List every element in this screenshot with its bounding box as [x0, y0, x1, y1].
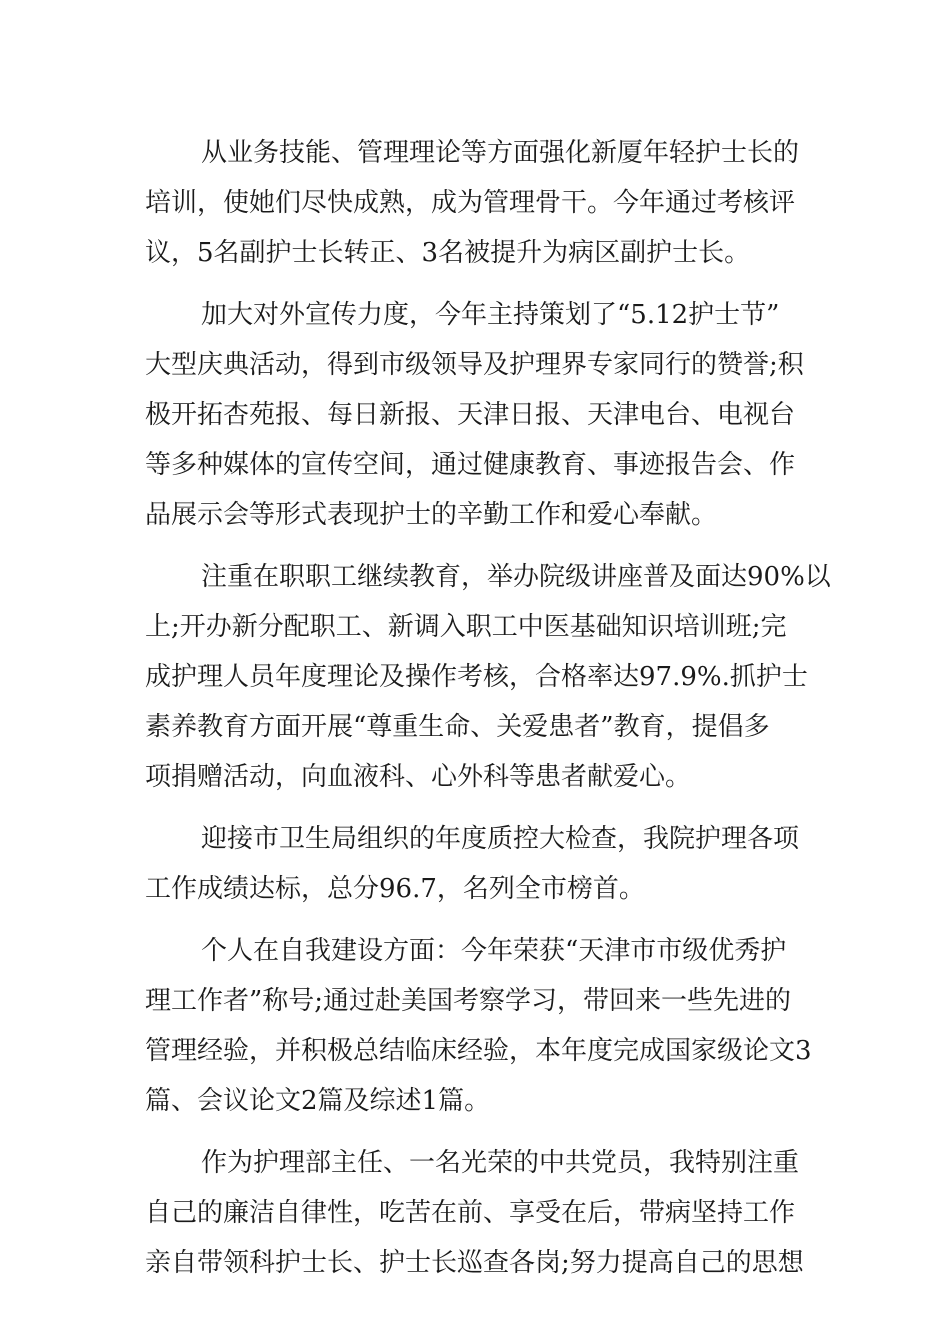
- paragraph-quality-inspection: [145, 814, 807, 914]
- text-line: 工作成绩达标，总分96.7，名列全市榜首。: [145, 874, 645, 904]
- text-line: 等多种媒体的宣传空间，通过健康教育、事迹报告会、作: [145, 450, 796, 480]
- text-line: 成护理人员年度理论及操作考核，合格率达97.9%.抓护士: [145, 662, 808, 692]
- text-line: 培训，使她们尽快成熟，成为管理骨干。今年通过考核评: [145, 188, 796, 218]
- text-line: 议，5名副护士长转正、3名被提升为病区副护士长。: [145, 238, 751, 268]
- text-line: 大型庆典活动，得到市级领导及护理界专家同行的赞誉;积: [145, 350, 804, 380]
- paragraph-head-nurse-training: [145, 128, 807, 278]
- text-line: 注重在职职工继续教育，举办院级讲座普及面达90%以: [201, 562, 831, 592]
- text-line: 理工作者”称号;通过赴美国考察学习，带回来一些先进的: [145, 986, 792, 1016]
- text-line: 亲自带领科护士长、护士长巡查各岗;努力提高自己的思想: [145, 1248, 804, 1278]
- paragraph-party-member: [145, 1138, 807, 1288]
- paragraph-publicity: [145, 290, 807, 540]
- text-line: 加大对外宣传力度，今年主持策划了“5.12护士节”: [201, 300, 780, 330]
- text-line: 项捐赠活动，向血液科、心外科等患者献爱心。: [145, 762, 692, 792]
- text-line: 上;开办新分配职工、新调入职工中医基础知识培训班;完: [145, 612, 787, 642]
- text-line: 管理经验，并积极总结临床经验，本年度完成国家级论文3: [145, 1036, 812, 1066]
- text-line: 极开拓杏苑报、每日新报、天津日报、天津电台、电视台: [145, 400, 796, 430]
- text-line: 个人在自我建设方面：今年荣获“天津市市级优秀护: [201, 936, 787, 966]
- document-body: [145, 128, 831, 1288]
- paragraph-personal-development: [145, 926, 812, 1126]
- text-line: 从业务技能、管理理论等方面强化新厦年轻护士长的: [201, 138, 800, 168]
- text-line: 作为护理部主任、一名光荣的中共党员，我特别注重: [201, 1148, 800, 1178]
- text-line: 素养教育方面开展“尊重生命、关爱患者”教育，提倡多: [145, 712, 770, 742]
- text-line: 篇、会议论文2篇及综述1篇。: [145, 1086, 491, 1116]
- paragraph-continuing-education: [145, 552, 831, 802]
- text-line: 自己的廉洁自律性，吃苦在前、享受在后，带病坚持工作: [145, 1198, 796, 1228]
- text-line: 品展示会等形式表现护士的辛勤工作和爱心奉献。: [145, 500, 718, 530]
- text-line: 迎接市卫生局组织的年度质控大检查，我院护理各项: [201, 824, 800, 854]
